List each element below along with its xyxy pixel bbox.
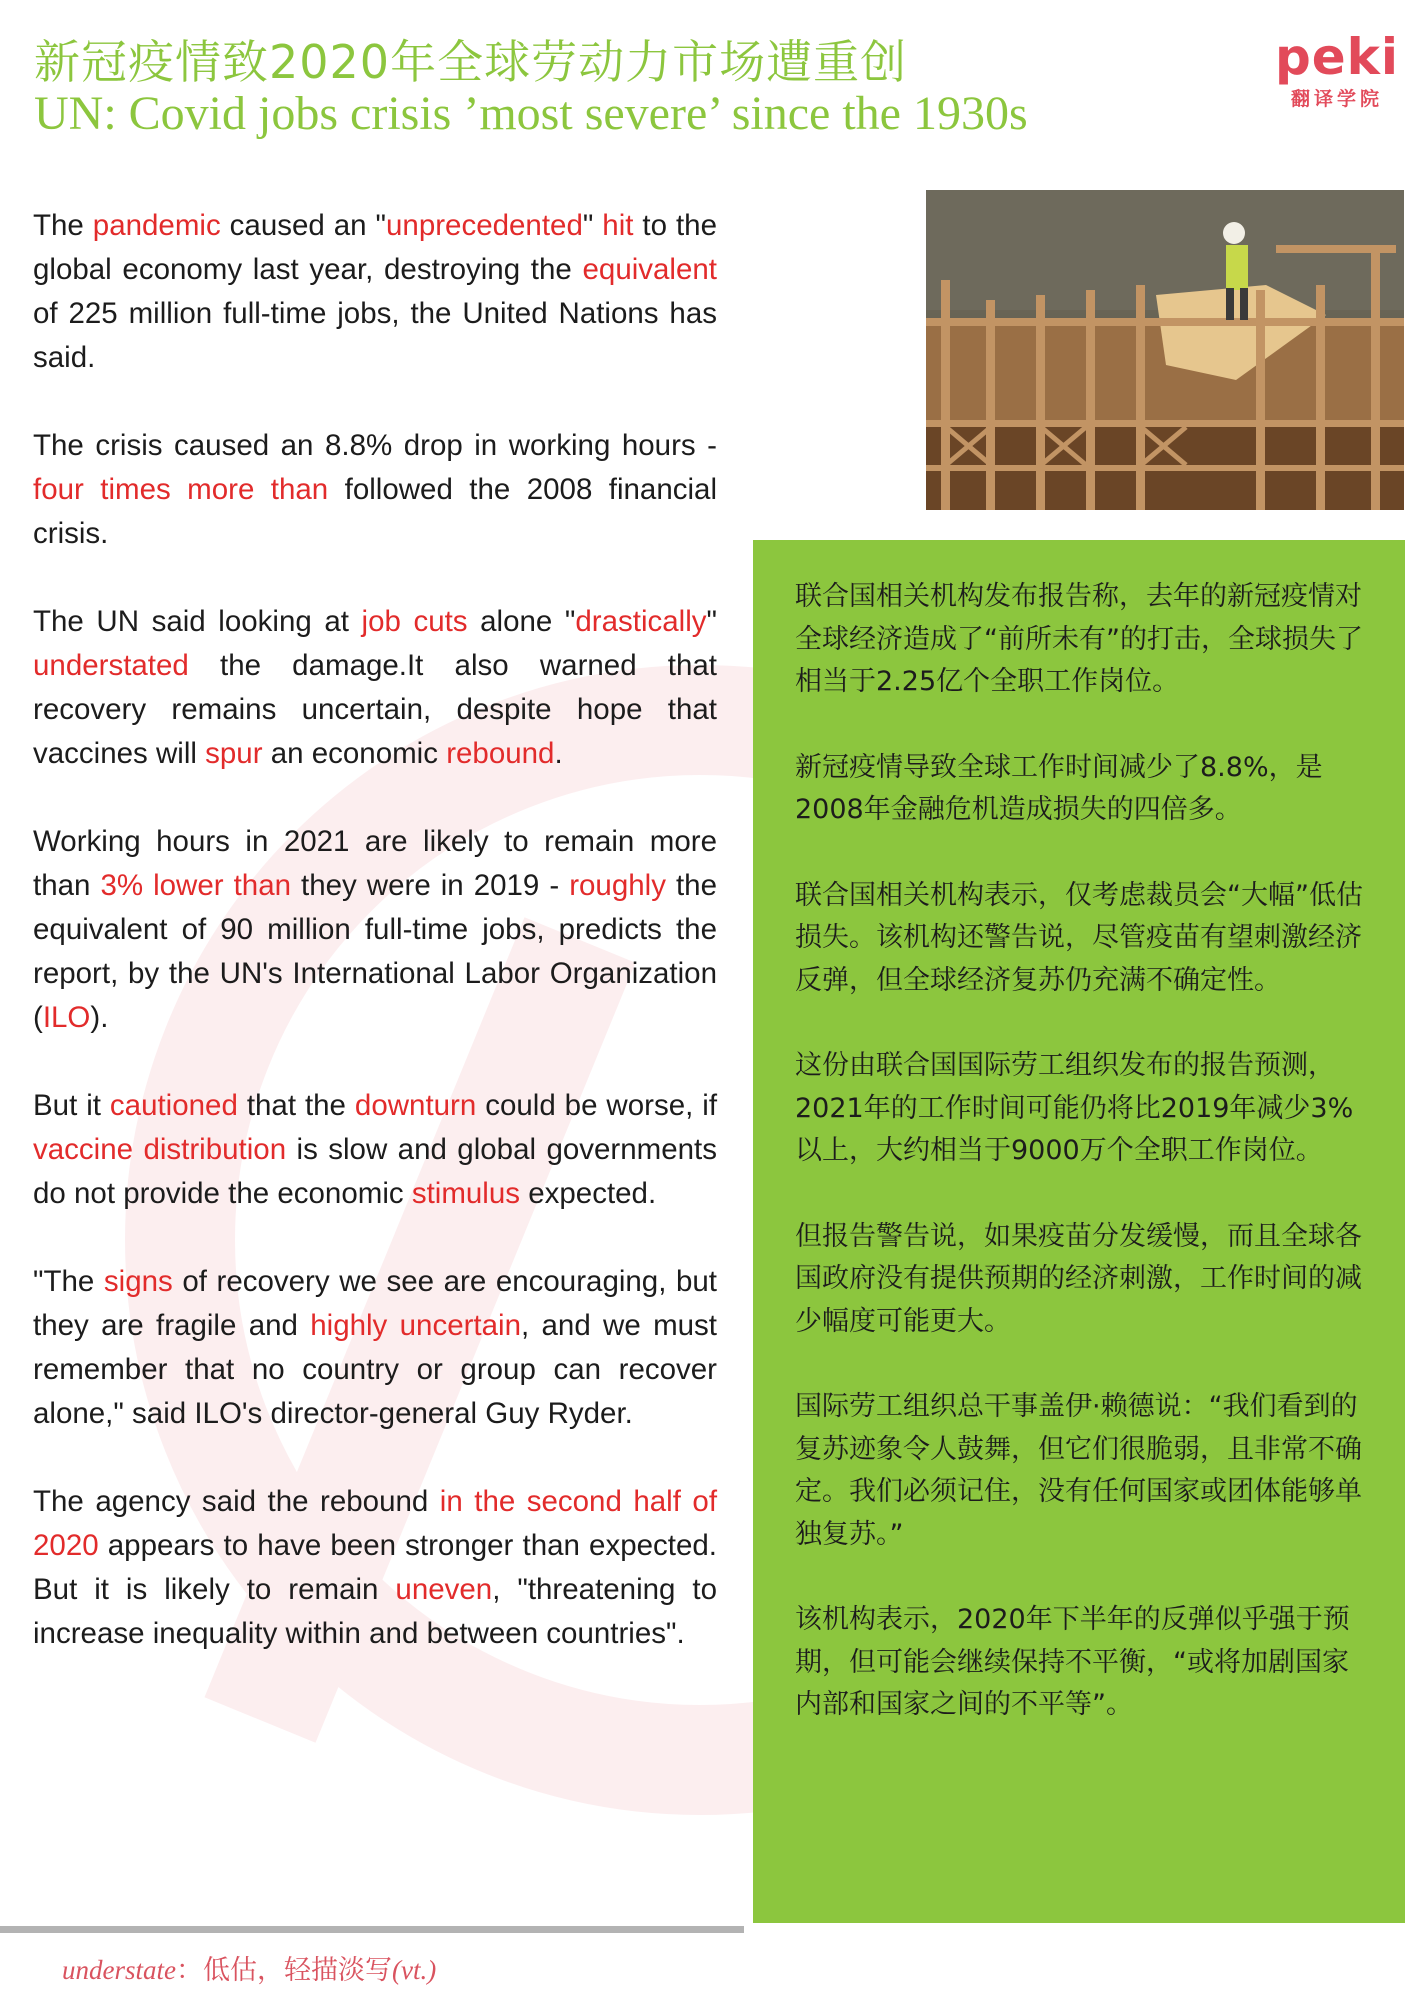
title-chinese: 新冠疫情致2020年全球劳动力市场遭重创	[34, 35, 908, 89]
vocab-highlight: rebound	[446, 737, 555, 770]
vocab-highlight: cautioned	[109, 1089, 238, 1122]
vocab-highlight: understated	[33, 649, 189, 682]
construction-illustration	[926, 190, 1404, 510]
chinese-paragraph-1: 联合国相关机构发布报告称，去年的新冠疫情对全球经济造成了“前所未有”的打击，全球损失了相当于2.25亿个全职工作岗位。	[795, 581, 1363, 697]
vocab-highlight: ILO	[42, 1001, 91, 1034]
vocab-highlight: unprecedented	[386, 209, 583, 242]
vocab-highlight: in the second half of 2020	[33, 1485, 718, 1562]
chinese-paragraph-7: 该机构表示，2020年下半年的反弹似乎强于预期，但可能会继续保持不平衡，“或将加剧国家内部和国家之间的不平等”。	[795, 1604, 1350, 1720]
vocab-highlight: hit	[602, 209, 634, 242]
english-paragraph-2: The crisis caused an 8.8% drop in working hours - four times more than followed the 2008 financial crisis.	[33, 429, 718, 550]
chinese-translation	[795, 576, 1365, 1770]
english-article	[33, 204, 717, 1700]
chinese-paragraph-5: 但报告警告说，如果疫苗分发缓慢，而且全球各国政府没有提供预期的经济刺激，工作时间的减少幅度可能更大。	[795, 1220, 1362, 1337]
logo-subtitle: 翻译学院	[1290, 88, 1383, 110]
vocab-highlight: equivalent	[582, 253, 717, 286]
chinese-paragraph-6: 国际劳工组织总干事盖伊·赖德说：“我们看到的复苏迹象令人鼓舞，但它们很脆弱，且非常不确定。我们必须记住，没有任何国家或团体能够单独复苏。”	[795, 1391, 1362, 1550]
chinese-paragraph-4: 这份由联合国国际劳工组织发布的报告预测，2021年的工作时间可能仍将比2019年减少3%以上，大约相当于9000万个全职工作岗位。	[795, 1050, 1354, 1166]
vocab-highlight: stimulus	[411, 1177, 521, 1210]
construction-photo	[926, 190, 1404, 510]
logo-wordmark: peki	[1274, 28, 1400, 86]
vocab-highlight: roughly	[569, 869, 666, 902]
footnote-term: understate	[62, 1955, 176, 1985]
vocab-highlight: uneven	[395, 1573, 493, 1606]
vocab-highlight: highly uncertain	[310, 1309, 521, 1342]
peki-logo	[1272, 30, 1402, 111]
english-paragraph-3: The UN said looking at job cuts alone "drastically" understated the damage.It also warned that recovery remains uncertain, despite hope that vaccines will spur an economic rebound.	[33, 605, 718, 770]
english-paragraph-6: "The signs of recovery we see are encouraging, but they are fragile and highly uncertain, and we must remember that no country or group can recover alone," said ILO's director-general Guy Ryder.	[33, 1265, 718, 1430]
english-paragraph-5: But it cautioned that the downturn could be worse, if vaccine distribution is slow and global governments do not provide the economic stimulus expected.	[33, 1089, 718, 1210]
english-paragraph-4: Working hours in 2021 are likely to remain more than 3% lower than they were in 2019 - roughly the equivalent of 90 million full-time jobs, predicts the report, by the UN's International Labor Organization (ILO).	[33, 825, 717, 1034]
vocab-highlight: drastically	[575, 605, 707, 638]
chinese-paragraph-2: 新冠疫情导致全球工作时间减少了8.8%，是2008年金融危机造成损失的四倍多。	[795, 751, 1323, 825]
vocab-highlight: downturn	[354, 1089, 477, 1122]
vocab-highlight: pandemic	[92, 209, 221, 242]
english-paragraph-7: The agency said the rebound in the second half of 2020 appears to have been stronger than expected. But it is likely to remain uneven, "threatening to increase inequality within and between countries".	[33, 1485, 718, 1650]
vocab-highlight: 3% lower than	[100, 869, 292, 902]
vocab-highlight: four times more than	[33, 473, 329, 506]
footnote-part-of-speech: (vt.)	[392, 1955, 437, 1985]
vocab-highlight: job cuts	[361, 605, 468, 638]
vocabulary-footnote	[62, 1948, 436, 1987]
vocab-highlight: spur	[205, 737, 263, 770]
title-english: UN: Covid jobs crisis ’most severe’ since the 1930s	[34, 87, 1028, 140]
chinese-paragraph-3: 联合国相关机构表示，仅考虑裁员会“大幅”低估损失。该机构还警告说，尽管疫苗有望刺激经济反弹，但全球经济复苏仍充满不确定性。	[795, 879, 1363, 996]
chinese-translation-panel	[753, 540, 1405, 1923]
footer-divider	[0, 1926, 744, 1933]
vocab-highlight: signs	[103, 1265, 173, 1298]
footnote-definition: ：低估，轻描淡写	[176, 1955, 392, 1986]
english-paragraph-1: The pandemic caused an "unprecedented" hit to the global economy last year, destroying the equivalent of 225 million full-time jobs, the United Nations has said.	[33, 209, 717, 374]
vocab-highlight: vaccine distribution	[33, 1133, 287, 1166]
